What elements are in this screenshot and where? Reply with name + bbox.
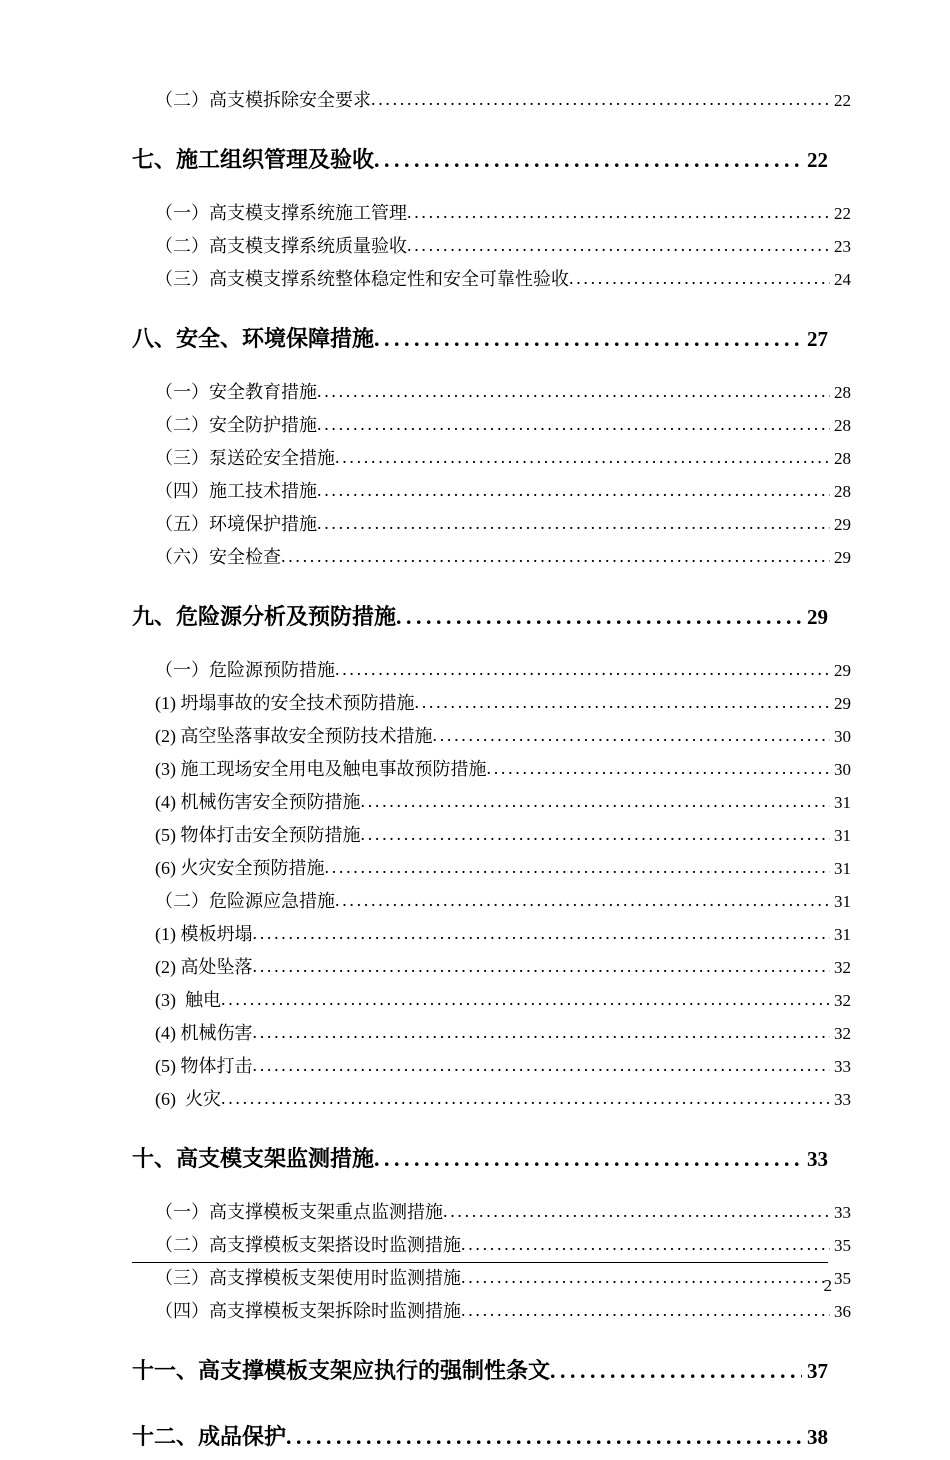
toc-entry[interactable]	[155, 1050, 851, 1083]
toc-entry[interactable]	[155, 230, 851, 263]
toc-entry-label: (1) 模板坍塌	[155, 924, 253, 944]
toc-dot-leader	[221, 991, 830, 1009]
toc-entry[interactable]	[155, 197, 851, 230]
toc-dot-leader	[461, 1302, 830, 1320]
toc-dot-leader	[550, 1360, 802, 1382]
toc-entry[interactable]	[155, 1295, 851, 1328]
toc-entry-label: （一）高支模支撑系统施工管理	[155, 203, 407, 223]
toc-entry-label: （二）危险源应急措施	[155, 891, 335, 911]
toc-entry-label: （二）高支撑模板支架搭设时监测措施	[155, 1235, 461, 1255]
toc-entry-label: （二）高支模支撑系统质量验收	[155, 236, 407, 256]
toc-entry[interactable]	[155, 475, 851, 508]
toc-entry-label: (5) 物体打击	[155, 1056, 253, 1076]
toc-entry[interactable]	[132, 594, 828, 640]
toc-entry-page-number: 32	[834, 1024, 851, 1043]
toc-entry[interactable]	[132, 1348, 828, 1394]
toc-entry[interactable]	[155, 885, 851, 918]
toc-entry-label: (2) 高处坠落	[155, 957, 253, 977]
toc-dot-leader	[443, 1203, 830, 1221]
toc-entry[interactable]	[155, 508, 851, 541]
toc-entry-page-number: 33	[834, 1057, 851, 1076]
toc-entry-label: (3) 施工现场安全用电及触电事故预防措施	[155, 759, 487, 779]
toc-dot-leader	[361, 793, 831, 811]
toc-entry-label: （二）高支模拆除安全要求	[155, 90, 371, 110]
toc-entry-page-number: 38	[807, 1425, 828, 1449]
toc-entry[interactable]	[155, 654, 851, 687]
toc-entry[interactable]	[155, 1196, 851, 1229]
toc-dot-leader	[253, 925, 831, 943]
toc-dot-leader	[374, 1148, 802, 1170]
toc-entry-label: (4) 机械伤害安全预防措施	[155, 792, 361, 812]
toc-entry-page-number: 28	[834, 449, 851, 468]
toc-dot-leader	[569, 270, 830, 288]
toc-entry[interactable]	[155, 720, 851, 753]
toc-entry-label: (5) 物体打击安全预防措施	[155, 825, 361, 845]
toc-entry[interactable]	[155, 819, 851, 852]
toc-entry-page-number: 27	[807, 327, 828, 351]
toc-entry-label: （三）高支模支撑系统整体稳定性和安全可靠性验收	[155, 269, 569, 289]
toc-entry-page-number: 22	[834, 204, 851, 223]
footer-page-number: 2	[823, 1276, 832, 1295]
toc-entry-page-number: 35	[834, 1269, 851, 1288]
toc-dot-leader	[407, 237, 830, 255]
toc-entry[interactable]	[155, 687, 851, 720]
toc-entry[interactable]	[155, 1229, 851, 1262]
toc-dot-leader	[325, 859, 831, 877]
toc-entry[interactable]	[155, 263, 851, 296]
toc-dot-leader	[433, 727, 831, 745]
toc-entry-label: (2) 高空坠落事故安全预防技术措施	[155, 726, 433, 746]
toc-entry-label: (6) 火灾安全预防措施	[155, 858, 325, 878]
toc-dot-leader	[253, 958, 831, 976]
toc-dot-leader	[361, 826, 831, 844]
toc-entry-page-number: 31	[834, 859, 851, 878]
table-of-contents	[132, 84, 851, 1460]
toc-entry-label: 十、高支模支架监测措施	[132, 1146, 375, 1171]
toc-entry[interactable]	[155, 541, 851, 574]
toc-entry-label: (3) 触电	[155, 990, 221, 1010]
toc-entry-page-number: 33	[807, 1147, 828, 1171]
toc-entry-page-number: 31	[834, 925, 851, 944]
footer-divider	[132, 1262, 828, 1263]
toc-entry-page-number: 35	[834, 1236, 851, 1255]
toc-entry-label: (6) 火灾	[155, 1089, 221, 1109]
toc-entry[interactable]	[132, 1414, 828, 1460]
toc-entry-label: （三）泵送砼安全措施	[155, 448, 335, 468]
toc-entry-page-number: 29	[834, 661, 851, 680]
toc-entry-page-number: 31	[834, 892, 851, 911]
toc-entry-label: （四）高支撑模板支架拆除时监测措施	[155, 1301, 461, 1321]
toc-dot-leader	[335, 661, 830, 679]
toc-entry-page-number: 29	[834, 694, 851, 713]
toc-entry-label: 十一、高支撑模板支架应执行的强制性条文	[132, 1358, 551, 1383]
toc-entry[interactable]	[132, 137, 828, 183]
toc-entry-page-number: 28	[834, 416, 851, 435]
toc-dot-leader	[371, 91, 830, 109]
toc-entry-page-number: 22	[807, 148, 828, 172]
toc-entry[interactable]	[155, 786, 851, 819]
toc-entry-page-number: 23	[834, 237, 851, 256]
toc-entry-page-number: 36	[834, 1302, 851, 1321]
toc-entry-page-number: 30	[834, 727, 851, 746]
toc-entry[interactable]	[155, 852, 851, 885]
toc-dot-leader	[374, 328, 802, 350]
toc-entry-label: 七、施工组织管理及验收	[132, 147, 375, 172]
toc-dot-leader	[286, 1426, 802, 1448]
toc-entry-label: （一）安全教育措施	[155, 382, 317, 402]
toc-entry[interactable]	[155, 984, 851, 1017]
toc-entry[interactable]	[132, 316, 828, 362]
toc-entry[interactable]	[155, 1083, 851, 1116]
toc-entry-page-number: 32	[834, 991, 851, 1010]
toc-entry-label: (1) 坍塌事故的安全技术预防措施	[155, 693, 415, 713]
toc-entry-page-number: 28	[834, 383, 851, 402]
toc-entry[interactable]	[155, 409, 851, 442]
toc-entry-page-number: 24	[834, 270, 851, 289]
toc-dot-leader	[374, 149, 802, 171]
toc-entry-label: （四）施工技术措施	[155, 481, 317, 501]
toc-dot-leader	[335, 892, 830, 910]
toc-dot-leader	[281, 548, 830, 566]
toc-entry[interactable]	[155, 918, 851, 951]
toc-dot-leader	[253, 1024, 831, 1042]
toc-dot-leader	[407, 204, 830, 222]
toc-entry-label: 八、安全、环境保障措施	[132, 326, 375, 351]
toc-entry[interactable]	[155, 1017, 851, 1050]
toc-dot-leader	[461, 1236, 830, 1254]
toc-entry-page-number: 31	[834, 826, 851, 845]
toc-entry-label: （六）安全检查	[155, 547, 281, 567]
toc-entry[interactable]	[155, 951, 851, 984]
toc-entry[interactable]	[155, 442, 851, 475]
toc-entry-page-number: 30	[834, 760, 851, 779]
toc-dot-leader	[396, 606, 802, 628]
toc-dot-leader	[253, 1057, 831, 1075]
toc-dot-leader	[487, 760, 831, 778]
toc-entry-page-number: 22	[834, 91, 851, 110]
toc-entry-page-number: 28	[834, 482, 851, 501]
toc-dot-leader	[335, 449, 830, 467]
toc-dot-leader	[415, 694, 831, 712]
toc-entry-page-number: 33	[834, 1090, 851, 1109]
toc-entry-label: （二）安全防护措施	[155, 415, 317, 435]
toc-dot-leader	[317, 515, 830, 533]
toc-entry-page-number: 29	[834, 548, 851, 567]
toc-entry[interactable]	[155, 84, 851, 117]
toc-dot-leader	[317, 482, 830, 500]
toc-entry-label: （五）环境保护措施	[155, 514, 317, 534]
toc-entry[interactable]	[132, 1136, 828, 1182]
toc-entry-label: （一）高支撑模板支架重点监测措施	[155, 1202, 443, 1222]
toc-entry-label: （一）危险源预防措施	[155, 660, 335, 680]
toc-entry[interactable]	[155, 753, 851, 786]
toc-entry-label: （三）高支撑模板支架使用时监测措施	[155, 1268, 461, 1288]
toc-entry-page-number: 29	[834, 515, 851, 534]
toc-dot-leader	[317, 416, 830, 434]
toc-entry-label: 十二、成品保护	[132, 1424, 287, 1449]
toc-dot-leader	[317, 383, 830, 401]
toc-dot-leader	[221, 1090, 830, 1108]
toc-entry-page-number: 29	[807, 605, 828, 629]
toc-entry-page-number: 37	[807, 1359, 828, 1383]
toc-entry-label: 九、危险源分析及预防措施	[132, 604, 397, 629]
toc-entry-label: (4) 机械伤害	[155, 1023, 253, 1043]
toc-entry-page-number: 31	[834, 793, 851, 812]
toc-entry-page-number: 32	[834, 958, 851, 977]
toc-entry[interactable]	[155, 376, 851, 409]
toc-entry-page-number: 33	[834, 1203, 851, 1222]
